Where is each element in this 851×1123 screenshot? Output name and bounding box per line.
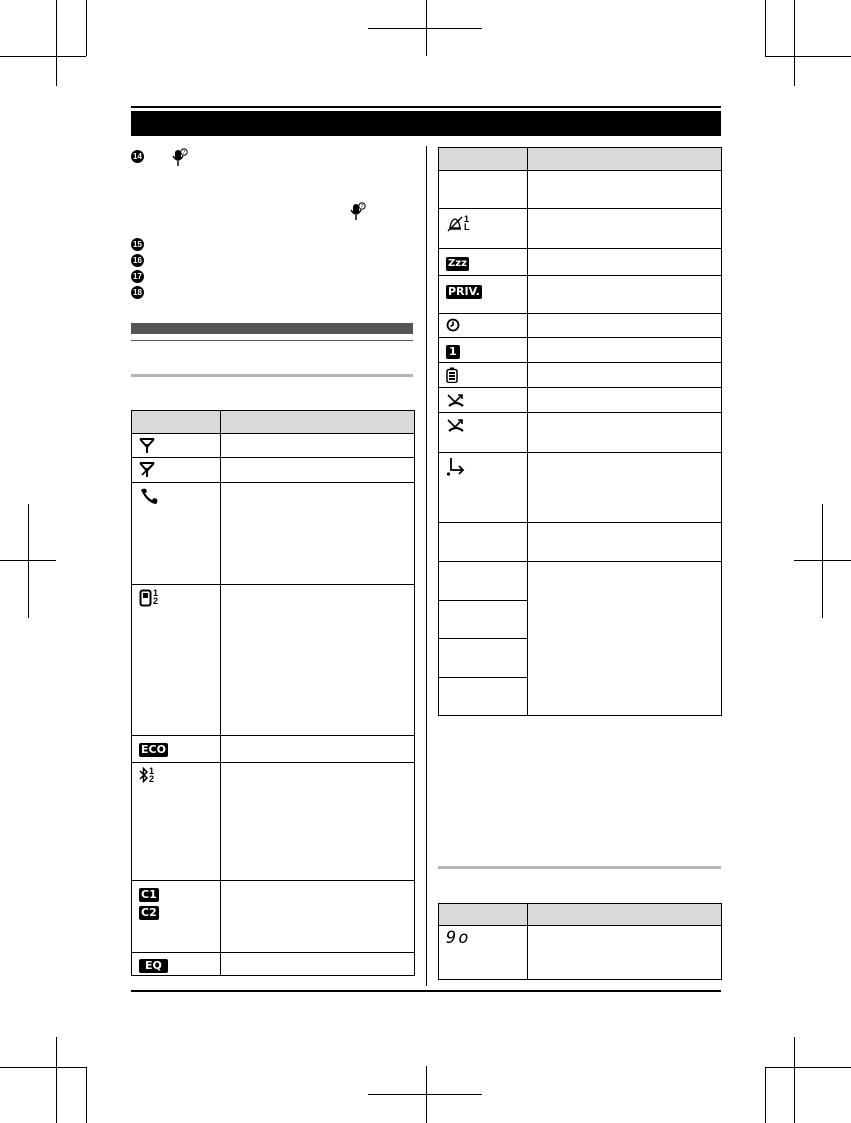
crop-mark <box>86 0 87 56</box>
voice-guidance-icon <box>172 148 188 168</box>
line-sup: 1 <box>153 588 159 598</box>
left-icon-table <box>131 410 415 976</box>
line-1-icon: 1 <box>446 345 460 359</box>
crop-mark <box>765 56 851 57</box>
table-row <box>132 881 415 953</box>
table-header-cell <box>132 411 221 434</box>
table-row <box>132 763 415 881</box>
crop-mark <box>56 0 57 86</box>
missed-call-icon <box>446 392 466 408</box>
ringer-off-icon <box>446 215 464 233</box>
section-rule <box>131 340 413 341</box>
battery-icon <box>446 367 458 383</box>
bluetooth-sup: 1 <box>149 766 155 776</box>
table-header-cell <box>221 411 415 434</box>
table-row <box>132 585 415 736</box>
table-row <box>439 453 722 523</box>
table-row <box>439 209 722 249</box>
crop-mark <box>0 56 86 57</box>
bluetooth-sub: 2 <box>149 774 155 784</box>
subsection-rule <box>131 374 413 377</box>
table-row <box>132 483 415 585</box>
item-number-18: 18 <box>131 286 144 299</box>
table-row <box>439 413 722 453</box>
clock-icon <box>446 318 460 332</box>
crop-mark <box>765 1067 766 1123</box>
segment-display-text: 9o <box>446 928 471 948</box>
item-number-16: 16 <box>131 254 144 267</box>
svg-text:?: ? <box>360 204 364 210</box>
crop-mark <box>86 1067 87 1123</box>
footer-rule <box>131 990 721 992</box>
table-row <box>439 523 722 562</box>
crop-mark <box>0 1067 86 1068</box>
table-row <box>439 562 722 601</box>
antenna-weak-icon <box>139 462 155 478</box>
table-row <box>439 926 722 980</box>
subsection-rule <box>438 866 721 869</box>
table-header-cell <box>439 904 528 926</box>
privacy-icon: PRIV. <box>448 285 480 298</box>
column-divider <box>426 146 427 986</box>
table-header-cell <box>528 148 722 171</box>
bluetooth-icon <box>139 767 149 783</box>
right-icon-table <box>438 147 722 716</box>
table-header-cell <box>439 148 528 171</box>
item-number-14: 14 <box>131 150 144 163</box>
handset-line-icon <box>139 589 153 607</box>
display-table <box>438 903 722 980</box>
table-row <box>439 388 722 413</box>
header-rule <box>131 106 721 108</box>
c2-icon: C2 <box>141 906 157 919</box>
crop-mark <box>56 1037 57 1123</box>
table-row <box>439 314 722 338</box>
crop-mark <box>822 504 823 618</box>
table-row <box>439 363 722 388</box>
line-sub: 2 <box>153 596 159 606</box>
header-bar <box>131 111 721 136</box>
ringer-sub: L <box>464 222 470 232</box>
crop-mark <box>368 1094 482 1095</box>
antenna-icon <box>139 438 155 453</box>
crop-mark <box>794 1037 795 1123</box>
missed-call-2-icon <box>446 417 466 433</box>
item-number-17: 17 <box>131 270 144 283</box>
crop-mark <box>794 0 795 86</box>
crop-mark <box>765 0 766 56</box>
section-heading-bar <box>131 323 413 334</box>
c1-icon: C1 <box>141 888 157 901</box>
table-row <box>132 434 415 458</box>
svg-text:?: ? <box>182 150 186 156</box>
crop-mark <box>0 560 56 561</box>
eco-icon: ECO <box>141 743 166 756</box>
table-row <box>132 458 415 483</box>
eq-icon: EQ <box>139 959 168 973</box>
ringer-sup: 1 <box>464 214 470 224</box>
item-number-15: 15 <box>131 238 144 251</box>
crop-mark <box>794 560 851 561</box>
crop-mark <box>28 504 29 618</box>
table-header-cell <box>528 904 722 926</box>
table-row <box>439 276 722 314</box>
call-forward-icon <box>446 457 468 477</box>
crop-mark <box>368 28 482 29</box>
handset-talk-icon <box>139 487 161 505</box>
crop-mark <box>765 1067 851 1068</box>
voice-guidance-icon <box>350 202 366 222</box>
table-row <box>132 953 415 976</box>
sleep-icon: Zzz <box>448 258 467 269</box>
table-row <box>439 249 722 276</box>
table-row <box>439 338 722 363</box>
table-row <box>132 736 415 763</box>
table-row <box>439 171 722 209</box>
